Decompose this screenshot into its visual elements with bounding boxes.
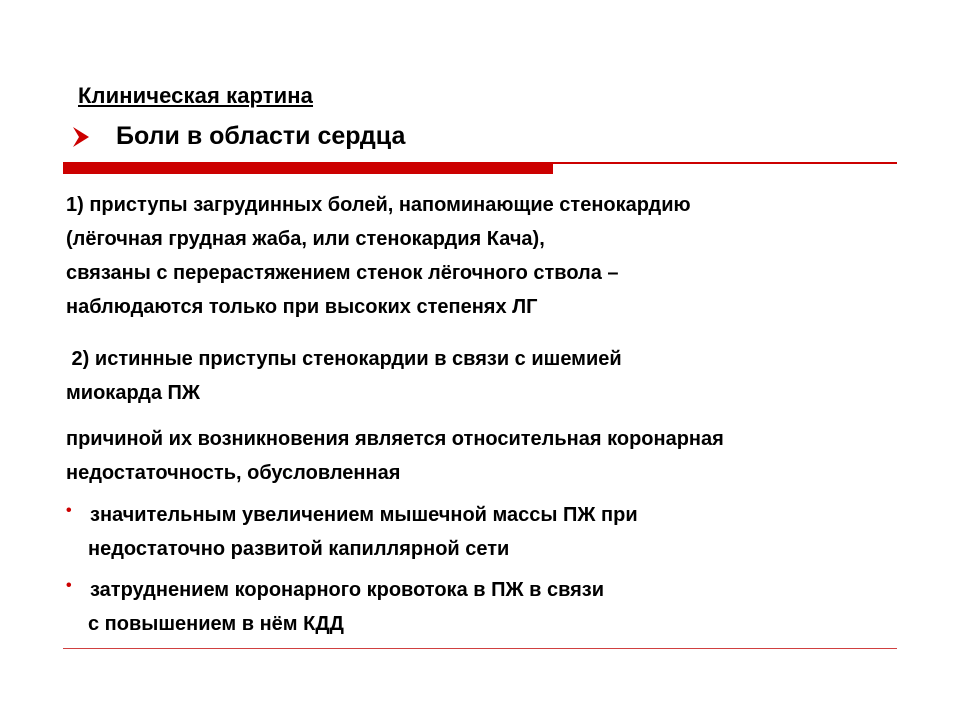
bullet-dot-icon: • — [66, 577, 72, 594]
subheading-text: Боли в области сердца — [116, 122, 406, 150]
bullet-text-line: с повышением в нём КДД — [88, 613, 344, 635]
paragraph-3-line: недостаточность, обусловленная — [66, 462, 401, 484]
paragraph-3 — [66, 422, 724, 490]
slide-subheading — [72, 122, 405, 151]
bullet-item — [66, 573, 604, 641]
bottom-divider — [63, 648, 897, 649]
bullet-item — [66, 498, 638, 566]
paragraph-2-line: 2) истинные приступы стенокардии в связи с ишемией — [66, 348, 622, 370]
bullet-text-line: значительным увеличением мышечной массы ПЖ при — [90, 504, 638, 526]
paragraph-1-line: (лёгочная грудная жаба, или стенокардия Кача), — [66, 228, 545, 250]
paragraph-3-line: причиной их возникновения является относительная коронарная — [66, 428, 724, 450]
bullet-text-line: недостаточно развитой капиллярной сети — [88, 538, 510, 560]
arrow-bullet-icon — [72, 126, 90, 148]
bullet-text-line: затруднением коронарного кровотока в ПЖ в связи — [90, 579, 605, 601]
paragraph-1 — [66, 188, 691, 324]
paragraph-2-line: миокарда ПЖ — [66, 382, 200, 404]
red-divider-thick — [63, 162, 553, 174]
slide-heading: Клиническая картина — [78, 83, 314, 108]
red-divider-thin — [553, 162, 897, 164]
paragraph-1-line: связаны с перерастяжением стенок лёгочного ствола – — [66, 262, 619, 284]
bullet-dot-icon: • — [66, 502, 72, 519]
paragraph-1-line: 1) приступы загрудинных болей, напоминающие стенокардию — [66, 194, 691, 216]
paragraph-1-line: наблюдаются только при высоких степенях ЛГ — [66, 296, 538, 318]
paragraph-2 — [66, 342, 622, 410]
